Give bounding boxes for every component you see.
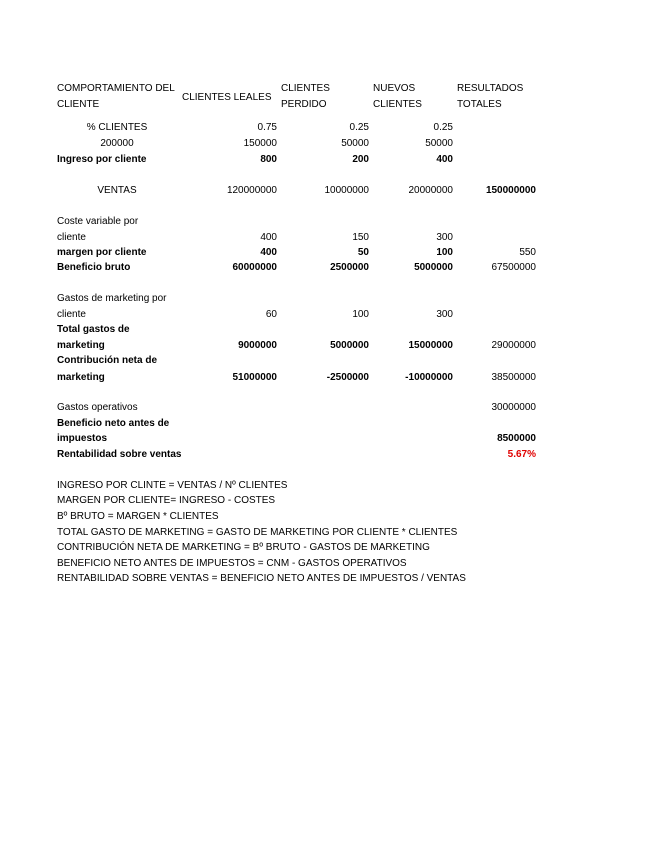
row-clientes-leales: 150000 — [243, 138, 277, 149]
header-nuevos-line2: CLIENTES — [373, 99, 422, 110]
row-margen-total: 550 — [519, 247, 536, 258]
formula-line: CONTRIBUCIÓN NETA DE MARKETING = Bº BRUTO - GASTOS DE MARKETING — [57, 542, 430, 553]
row-clientes-nuevos: 50000 — [425, 138, 453, 149]
row-gop-label: Gastos operativos — [57, 402, 138, 413]
row-ingreso-perdido: 200 — [352, 154, 369, 165]
row-ingreso-leales: 800 — [260, 154, 277, 165]
row-gmkt-cliente-nuevos: 300 — [436, 309, 453, 320]
header-resultados-line1: RESULTADOS — [457, 83, 524, 94]
header-clientes-leales: CLIENTES LEALES — [182, 92, 272, 103]
row-coste-leales: 400 — [260, 232, 277, 243]
row-ventas-nuevos: 20000000 — [408, 185, 453, 196]
row-ventas-total: 150000000 — [485, 185, 536, 196]
row-cnm-label-1: Contribución neta de — [57, 355, 157, 366]
header-nuevos-clientes — [373, 83, 422, 111]
row-bneto-label-2: impuestos — [57, 433, 108, 444]
row-bbruto-label: Beneficio bruto — [57, 262, 131, 273]
formula-line: BENEFICIO NETO ANTES DE IMPUESTOS = CNM - GASTOS OPERATIVOS — [57, 558, 407, 569]
row-rentab-label: Rentabilidad sobre ventas — [57, 449, 182, 460]
header-resultados-totales — [457, 83, 523, 111]
row-ventas-leales: 120000000 — [226, 185, 277, 196]
row-ventas-label: VENTAS — [97, 185, 137, 196]
header-clientes-perdido — [281, 83, 330, 111]
row-tgmkt-label-1: Total gastos de — [57, 324, 130, 335]
row-coste-label-2: cliente — [57, 232, 86, 243]
row-coste-label-1: Coste variable por — [57, 216, 139, 227]
header-comportamiento-line1: COMPORTAMIENTO DEL — [57, 83, 175, 94]
row-coste-nuevos: 300 — [436, 232, 453, 243]
row-tgmkt-total: 29000000 — [491, 340, 536, 351]
row-gmkt-cliente-label-1: Gastos de marketing por — [57, 293, 167, 304]
row-tgmkt-perdido: 5000000 — [330, 340, 369, 351]
row-cnm-total: 38500000 — [491, 372, 536, 383]
row-gmkt-cliente-perdido: 100 — [352, 309, 369, 320]
formula-line: INGRESO POR CLINTE = VENTAS / Nº CLIENTES — [57, 480, 288, 491]
row-cnm-leales: 51000000 — [232, 372, 277, 383]
row-bbruto-perdido: 2500000 — [330, 262, 369, 273]
row-bneto-label-1: Beneficio neto antes de — [57, 418, 170, 429]
header-comportamiento-line2: CLIENTE — [57, 99, 100, 110]
row-margen-nuevos: 100 — [436, 247, 453, 258]
row-gop-total: 30000000 — [491, 402, 536, 413]
row-cnm-perdido: -2500000 — [326, 372, 369, 383]
formula-line: MARGEN POR CLIENTE= INGRESO - COSTES — [57, 495, 276, 506]
row-margen-leales: 400 — [260, 247, 277, 258]
row-bneto-total: 8500000 — [497, 433, 536, 444]
row-margen-label: margen por cliente — [57, 247, 147, 258]
row-pct-leales: 0.75 — [257, 122, 277, 133]
header-perdido-line2: PERDIDO — [281, 99, 327, 110]
row-bbruto-nuevos: 5000000 — [414, 262, 453, 273]
row-pct-nuevos: 0.25 — [433, 122, 453, 133]
row-cnm-label-2: marketing — [57, 372, 105, 383]
row-ventas-perdido: 10000000 — [324, 185, 369, 196]
formula-line: TOTAL GASTO DE MARKETING = GASTO DE MARKETING POR CLIENTE * CLIENTES — [57, 527, 458, 538]
formula-line: RENTABILIDAD SOBRE VENTAS = BENEFICIO NETO ANTES DE IMPUESTOS / VENTAS — [57, 573, 466, 584]
row-ingreso-label: Ingreso por cliente — [57, 154, 147, 165]
row-tgmkt-leales: 9000000 — [238, 340, 277, 351]
row-tgmkt-nuevos: 15000000 — [408, 340, 453, 351]
row-tgmkt-label-2: marketing — [57, 340, 105, 351]
formula-line: Bº BRUTO = MARGEN * CLIENTES — [57, 511, 219, 522]
row-bbruto-leales: 60000000 — [232, 262, 277, 273]
row-gmkt-cliente-leales: 60 — [265, 309, 277, 320]
header-nuevos-line1: NUEVOS — [373, 83, 416, 94]
header-perdido-line1: CLIENTES — [281, 83, 330, 94]
row-ingreso-nuevos: 400 — [436, 154, 453, 165]
row-clientes-perdido: 50000 — [341, 138, 369, 149]
row-coste-perdido: 150 — [352, 232, 369, 243]
row-rentab-total: 5.67% — [507, 449, 536, 460]
row-pct-perdido: 0.25 — [349, 122, 369, 133]
row-cnm-nuevos: -10000000 — [405, 372, 453, 383]
row-pct-label: % CLIENTES — [86, 122, 148, 133]
row-margen-perdido: 50 — [357, 247, 369, 258]
header-resultados-line2: TOTALES — [457, 99, 502, 110]
header-comportamiento — [57, 83, 175, 111]
row-gmkt-cliente-label-2: cliente — [57, 309, 86, 320]
row-bbruto-total: 67500000 — [491, 262, 536, 273]
row-clientes-label: 200000 — [100, 138, 134, 149]
